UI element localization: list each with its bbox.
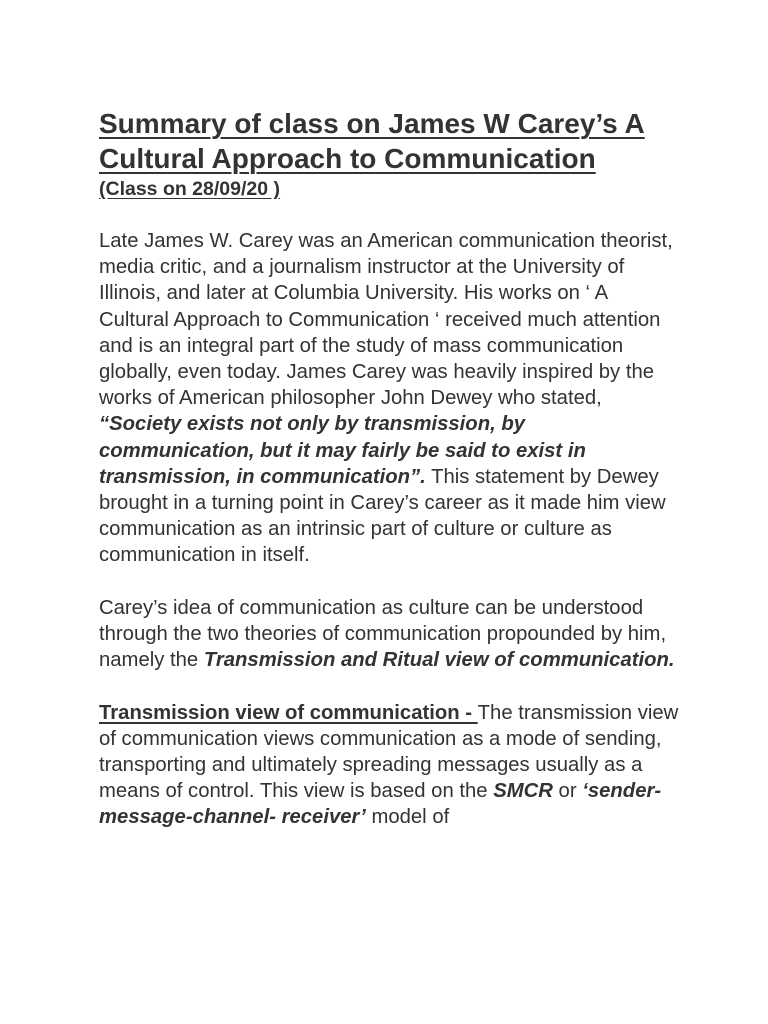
culture-text: Carey’s idea of communication as culture can be understood through the two theories of communication propounded by him, namely the <box>99 596 667 672</box>
document-page <box>99 106 679 831</box>
views-emphasis: Transmission and Ritual view of communication. <box>203 649 675 672</box>
paragraph-transmission-view <box>99 700 679 831</box>
smcr-model-term: ‘sender-message-channel- receiver’ <box>99 780 662 829</box>
paragraph-communication-as-culture <box>99 595 679 674</box>
transmission-text: The transmission view of communication views communication as a mode of sending, transporting and ultimately spreading messages usually as a means of control. This view is based on the <box>99 701 679 803</box>
class-date-subtitle: (Class on 28/09/20 ) <box>99 178 281 200</box>
document-title: Summary of class on James W Carey’s A Cultural Approach to Communication <box>99 108 645 174</box>
intro-text: Late James W. Carey was an American communication theorist, media critic, and a journalism instructor at the University of Illinois, and later at Columbia University. His works on ‘ A Cultural Approach to Communication ‘ received much attention and is an integral part of the study of mass communication globally, even today. James Carey was heavily inspired by the works of American philosopher John Dewey who stated, <box>99 230 673 410</box>
dewey-quote: “Society exists not only by transmission, by communication, but it may fairly be said to exist in transmission, in communication”. <box>99 413 586 488</box>
paragraph-intro <box>99 228 679 569</box>
transmission-view-heading: Transmission view of communication - <box>99 701 478 724</box>
transmission-text-end: model of <box>365 806 450 829</box>
transmission-or: or <box>552 780 583 803</box>
smcr-term: SMCR <box>493 780 553 803</box>
intro-text-continued: This statement by Dewey brought in a turning point in Carey’s career as it made him view communication as an intrinsic part of culture or culture as communication in itself. <box>99 465 666 567</box>
